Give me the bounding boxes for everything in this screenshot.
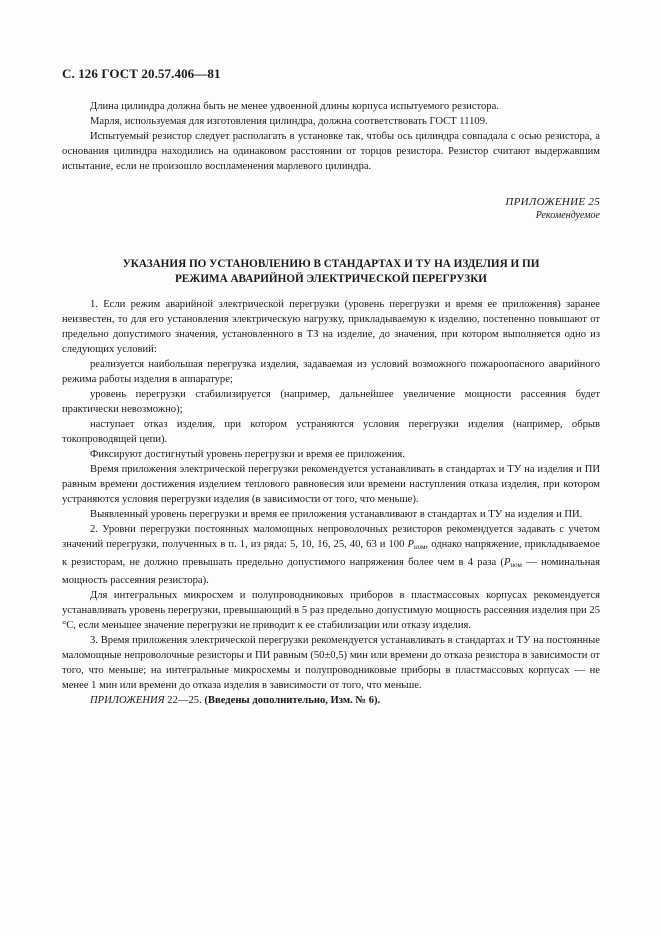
body-paragraph-8-part-a: 2. Уровни перегрузки постоянных маломощных непроволочных резисторов рекомендуется задавать с учетом значений перегрузки, полученных в п. 1, из ряда: 5, 10, 16, 25, 40, 63 и 100: [62, 524, 600, 550]
body-paragraph-4: наступает отказ изделия, при котором устраняются условия перегрузки изделия (например, обрыв токопроводящей цепи).: [62, 419, 600, 445]
power-subscript: ном: [413, 543, 426, 551]
amendment-note-label: ПРИЛОЖЕНИЯ: [90, 695, 165, 706]
power-subscript-2: ном: [510, 561, 522, 569]
body-paragraph-3: уровень перегрузки стабилизируется (например, дальнейшее увеличение мощности рассеяния будет практически невозможно);: [62, 389, 600, 415]
body-paragraph-9: Для интегральных микросхем и полупроводниковых приборов в пластмассовых корпусах рекомендуется устанавливать уровень перегрузки, превышающий в 5 раз предельно допустимую мощность рассеяния изделия при 25 °С, если меньшее значение перегрузки не приводит к ее стабилизации или отказу изделия.: [62, 590, 600, 631]
body-paragraph-1: 1. Если режим аварийной электрической перегрузки (уровень перегрузки и время ее приложения) заранее неизвестен, то для его установления электрическую нагрузку, прикладываемую к изделию, постепенно повышают от предельно допустимого значения, установленного в ТЗ на изделие, до значения, при котором выполняется одно из следующих условий:: [62, 299, 600, 355]
page-header: С. 126 ГОСТ 20.57.406—81: [62, 66, 221, 81]
body-paragraph-8-part-b: , однако напряжение, прикладываемое к резисторам, не должно превышать предельно допустимого напряжения более чем в 4 раза (: [62, 539, 600, 568]
amendment-note-text: (Введены дополнительно, Изм. № 6).: [204, 695, 381, 706]
section-title: [62, 257, 600, 287]
body-paragraph-7: Выявленный уровень перегрузки и время ее приложения устанавливают в стандартах и ТУ на изделия и ПИ.: [90, 509, 583, 520]
body-paragraph-5: Фиксируют достигнутый уровень перегрузки и время ее приложения.: [90, 449, 405, 460]
power-symbol-2: P: [503, 557, 511, 568]
body-section: [62, 297, 600, 708]
appendix-number: ПРИЛОЖЕНИЕ 25: [505, 196, 600, 208]
intro-paragraph-2: Марля, используемая для изготовления цилиндра, должна соответствовать ГОСТ 11109.: [90, 116, 488, 127]
intro-paragraph-1: Длина цилиндра должна быть не менее удвоенной длины корпуса испытуемого резистора.: [90, 101, 499, 112]
appendix-label: [505, 196, 600, 221]
section-title-line-1: УКАЗАНИЯ ПО УСТАНОВЛЕНИЮ В СТАНДАРТАХ И ТУ НА ИЗДЕЛИЯ И ПИ: [122, 258, 540, 270]
power-symbol: P: [407, 539, 414, 550]
body-paragraph-8-part-c: — номинальная мощность рассеяния резистора).: [62, 557, 600, 586]
amendment-note: [62, 693, 600, 708]
intro-paragraph-3: Испытуемый резистор следует располагать в установке так, чтобы ось цилиндра совпадала с осью резистора, а основания цилиндра находились на одинаковом расстоянии от торцов резистора. Резистор считают выдержавшим испытание, если не произошло воспламенения марлевого цилиндра.: [62, 131, 600, 172]
intro-section: [62, 99, 600, 174]
body-paragraph-2: реализуется наибольшая перегрузка изделия, задаваемая из условий возможного пожароопасного аварийного режима работы изделия в аппаратуре;: [62, 359, 600, 385]
appendix-status: Рекомендуемое: [535, 210, 600, 221]
body-paragraph-6: Время приложения электрической перегрузки рекомендуется устанавливать в стандартах и ТУ на изделия и ПИ равным времени достижения изделием теплового равновесия или времени наступления отказа изделия, при котором устраняются условия перегрузки изделия (в зависимости от того, что меньше).: [62, 464, 600, 505]
amendment-note-range: 22—25.: [164, 695, 205, 706]
body-paragraph-8: [62, 522, 600, 588]
body-paragraph-10: 3. Время приложения электрической перегрузки рекомендуется устанавливать в стандартах и ТУ на постоянные маломощные непроволочные резисторы и ПИ равным (50±0,5) мин или времени до отказа резистора в зависимости от того, что меньше; на интегральные микросхемы и полупроводниковые приборы в пластмассовых корпусах — не менее 1 мин или времени до отказа изделия в зависимости от того, что меньше.: [62, 635, 600, 691]
section-title-line-2: РЕЖИМА АВАРИЙНОЙ ЭЛЕКТРИЧЕСКОЙ ПЕРЕГРУЗКИ: [174, 273, 488, 285]
